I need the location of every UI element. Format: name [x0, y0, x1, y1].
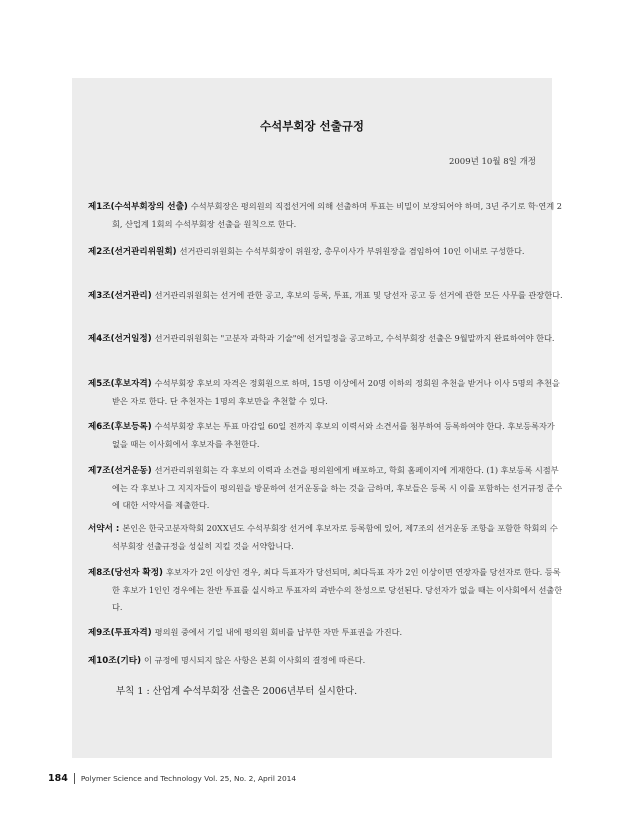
article-heading: 제9조(투표자격)	[88, 628, 152, 638]
article-heading: 제4조(선거일정)	[88, 334, 152, 344]
article-text: 선거관리위원회는 각 후보의 이력과 소견을 평의원에게 배포하고, 학회 홈페이지에 게재한다. (1) 후보등록 시점부에는 각 후보나 그 지지자들이 평의원을 방문하여 선거운동을 하는 것을 금하며, 후보들은 등록 시 이를 포함하는 선거규정 준수에 대한 서약서를 제출한다.	[112, 465, 563, 510]
article-text: 선거관리위원회는 "고분자 과학과 기술"에 선거일정을 공고하고, 수석부회장 선출은 9월말까지 완료하여야 한다.	[154, 333, 555, 343]
article-heading: 서약서 :	[88, 524, 120, 534]
article-8	[88, 564, 564, 616]
bylaw: 부칙 1 : 산업계 수석부회장 선출은 2006년부터 실시한다.	[116, 686, 358, 697]
pledge	[88, 520, 564, 555]
page-number: 184	[48, 773, 75, 784]
article-3	[88, 287, 564, 305]
article-5	[88, 375, 564, 410]
article-1	[88, 198, 564, 233]
article-text: 평의원 중에서 기일 내에 평의원 회비를 납부한 자만 투표권을 가진다.	[154, 627, 403, 637]
article-text: 본인은 한국고분자학회 20XX년도 수석부회장 선거에 후보자로 등록함에 있어, 제7조의 선거운동 조항을 포함한 학회의 수석부회장 선출규정을 성실히 지킬 것을 서약합니다.	[112, 523, 558, 551]
article-text: 선거관리위원회는 수석부회장이 위원장, 총무이사가 부위원장을 겸임하여 10인 이내로 구성한다.	[179, 246, 525, 256]
article-heading: 제8조(당선자 확정)	[88, 568, 163, 578]
article-heading: 제1조(수석부회장의 선출)	[88, 202, 188, 212]
page-footer	[48, 773, 296, 784]
article-2	[88, 243, 564, 261]
article-6	[88, 418, 564, 453]
article-text: 선거관리위원회는 선거에 관한 공고, 후보의 등록, 투표, 개표 및 당선자 공고 등 선거에 관한 모든 사무를 관장한다.	[154, 290, 563, 300]
article-9	[88, 624, 564, 642]
article-10	[88, 652, 564, 670]
article-text: 수석부회장 후보는 투표 마감일 60일 전까지 후보의 이력서와 소견서를 첨부하여 등록하여야 한다. 후보등록자가 없을 때는 이사회에서 후보자를 추천한다.	[112, 421, 555, 449]
article-heading: 제3조(선거관리)	[88, 291, 152, 301]
article-4	[88, 330, 564, 348]
journal-citation: Polymer Science and Technology Vol. 25, No. 2, April 2014	[80, 774, 297, 783]
article-text: 수석부회장은 평의원의 직접선거에 의해 선출하며 투표는 비밀이 보장되어야 하며, 3년 주기로 학·연계 2회, 산업계 1회의 수석부회장 선출을 원칙으로 한다.	[112, 201, 562, 229]
article-heading: 제10조(기타)	[88, 656, 142, 666]
article-text: 후보자가 2인 이상인 경우, 최다 득표자가 당선되며, 최다득표 자가 2인 이상이면 연장자를 당선자로 한다. 등록한 후보가 1인인 경우에는 찬반 투표를 실시하고 투표자의 과반수의 찬성으로 당선된다. 당선자가 없을 때는 이사회에서 선출한다.	[112, 567, 563, 612]
article-heading: 제7조(선거운동)	[88, 466, 152, 476]
article-text: 이 규정에 명시되지 않은 사항은 본회 이사회의 결정에 따른다.	[144, 655, 366, 665]
article-heading: 제6조(후보등록)	[88, 422, 152, 432]
article-7	[88, 462, 564, 514]
page-title: 수석부회장 선출규정	[260, 119, 364, 133]
article-heading: 제2조(선거관리위원회)	[88, 247, 177, 257]
article-heading: 제5조(후보자격)	[88, 379, 152, 389]
article-text: 수석부회장 후보의 자격은 정회원으로 하며, 15명 이상에서 20명 이하의 정회원 추천을 받거나 이사 5명의 추천을 받은 자로 한다. 단 추천자는 1명의 후보만을 추천할 수 있다.	[112, 378, 560, 406]
revision-date: 2009년 10월 8일 개정	[448, 157, 536, 167]
